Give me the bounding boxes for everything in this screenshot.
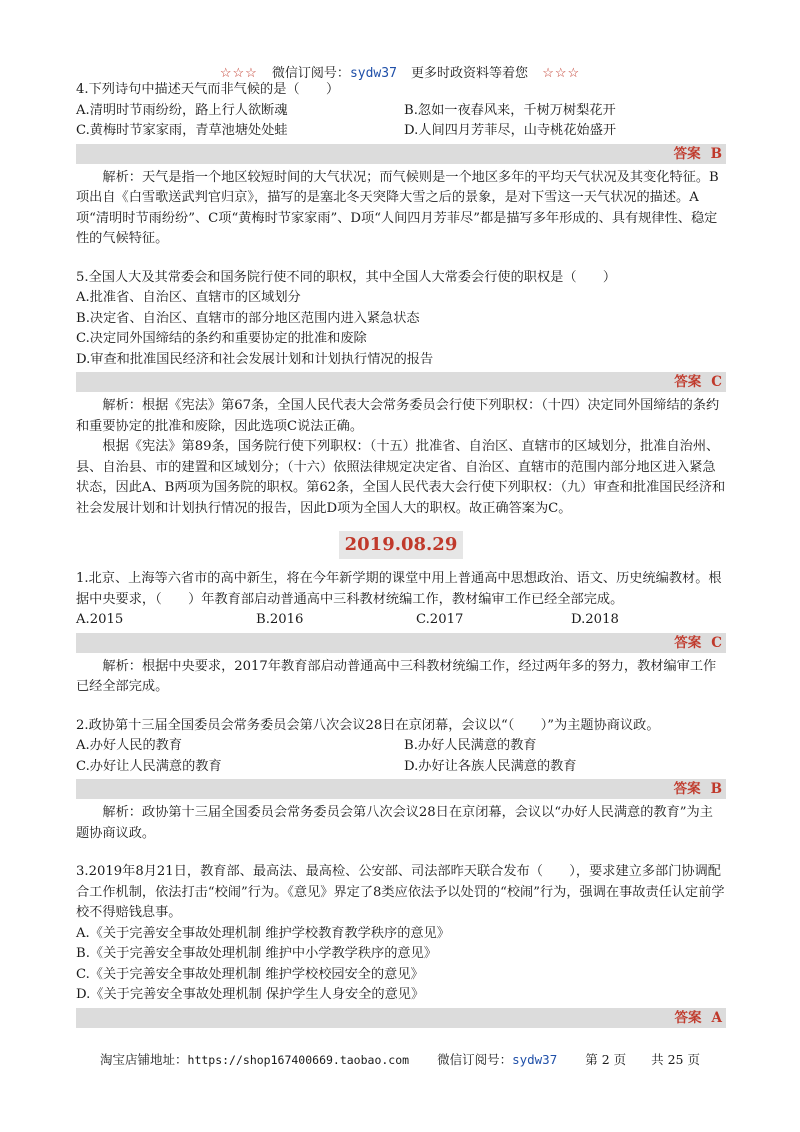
d1-answer: C <box>711 634 722 651</box>
footer-wechat-account: sydw37 <box>512 1052 558 1067</box>
d2-option-c: C.办好让人民满意的教育 <box>76 758 222 774</box>
d1-option-b: B.2016 <box>256 612 304 627</box>
q4-answer-bar <box>76 144 726 164</box>
footer-page-info: 第 2 页 共 25 页 <box>585 1052 700 1067</box>
q4-answer: B <box>710 145 722 162</box>
header-stars-right: ☆☆☆ <box>542 66 581 81</box>
q4-option-d: D.人间四月芳菲尽，山寺桃花始盛开 <box>404 123 617 138</box>
q5-answer-label: 答案 <box>674 374 702 390</box>
header-stars-left: ☆☆☆ <box>219 66 258 81</box>
date-heading: 2019.08.29 <box>339 531 464 559</box>
q4-explanation: 解析：天气是指一个地区较短时间的大气状况；而气候则是一个地区多年的平均天气状况及其变化特征。B项出自《白雪歌送武判官归京》，描写的是塞北冬天突降大雪之后的景象，是对下雪这一天气状况的描述。A项“清明时节雨纷纷”、C项“黄梅时节家家雨”、D项“人间四月芳菲尽”都是描写多年形成的、具有规律性、稳定性的气候特征。 <box>76 169 719 246</box>
d1-option-c: C.2017 <box>416 612 464 627</box>
d3-option-b: B.《关于完善安全事故处理机制 维护中小学教学秩序的意见》 <box>76 946 437 961</box>
header-account: sydw37 <box>349 66 397 81</box>
q4-option-c: C.黄梅时节家家雨，青草池塘处处蛙 <box>76 123 288 138</box>
header-label: 微信订阅号： <box>271 66 350 81</box>
d3-option-a: A.《关于完善安全事故处理机制 维护学校教育教学秩序的意见》 <box>76 925 450 941</box>
footer-shop-label: 淘宝店铺地址： <box>100 1052 188 1067</box>
q5-explanation-1: 解析：根据《宪法》第67条，全国人民代表大会常务委员会行使下列职权：（十四）决定同外国缔结的条约和重要协定的批准和废除，因此选项C说法正确。 <box>76 398 720 434</box>
q5-answer-bar <box>76 372 726 392</box>
d2-answer: B <box>710 781 722 797</box>
q5-option-c: C.决定同外国缔结的条约和重要协定的批准和废除 <box>76 331 367 346</box>
d1-stem: 1.北京、上海等六省市的高中新生，将在今年新学期的课堂中用上普通高中思想政治、语文、历史统编教材。根据中央要求，（ ）年教育部启动普通高中三科教材统编工作，教材编审工作已经全部完成。 <box>76 571 722 607</box>
d2-options <box>76 736 726 777</box>
d2-option-a: A.办好人民的教育 <box>76 738 183 753</box>
q4-options <box>76 101 726 142</box>
q4-stem: 4.下列诗句中描述天气而非气候的是（ ） <box>76 82 340 97</box>
d3-stem: 3.2019年8月21日，教育部、最高法、最高检、公安部、司法部昨天联合发布（ ），要求建立多部门协调配合工作机制，依法打击“校闹”行为。《意见》界定了8类应依法予以处罚的“校闹”行为，强调在事故责任认定前学校不得赔钱息事。 <box>76 864 725 920</box>
d2-answer-bar <box>76 779 726 799</box>
q5-option-a: A.批准省、自治区、直辖市的区域划分 <box>76 290 301 305</box>
d1-explanation: 解析：根据中央要求，2017年教育部启动普通高中三科教材统编工作，经过两年多的努力，教材编审工作已经全部完成。 <box>76 658 717 694</box>
q5-explanation-2: 根据《宪法》第89条，国务院行使下列职权：（十五）批准省、自治区、直辖市的区域划分，批准自治州、县、自治县、市的建置和区域划分；（十六）依照法律规定决定省、自治区、直辖市的范围内部分地区进入紧急状态，因此A、B两项为国务院的职权。第62条，全国人民代表大会行使下列职权：（九）审查和批准国民经济和社会发展计划和计划执行情况的报告，因此D项为全国人大的职权。故正确答案为C。 <box>76 439 726 516</box>
d3-option-d: D.《关于完善安全事故处理机制 保护学生人身安全的意见》 <box>76 987 425 1002</box>
d2-option-d: D.办好让各族人民满意的教育 <box>404 758 577 774</box>
d2-explanation: 解析：政协第十三届全国委员会常务委员会第八次会议28日在京闭幕，会议以“办好人民满意的教育”为主题协商议政。 <box>76 805 713 841</box>
d1-option-a: A.2015 <box>76 612 124 627</box>
footer-wechat-label: 微信订阅号： <box>437 1052 513 1067</box>
q5-option-b: B.决定省、自治区、直辖市的部分地区范围内进入紧急状态 <box>76 310 420 326</box>
q4-option-a: A.清明时节雨纷纷，路上行人欲断魂 <box>76 102 288 118</box>
q4-option-b: B.忽如一夜春风来，千树万树梨花开 <box>404 102 616 118</box>
q5-stem: 5.全国人大及其常委会和国务院行使不同的职权，其中全国人大常委会行使的职权是（ ） <box>76 269 617 285</box>
q5-option-d: D.审查和批准国民经济和社会发展计划和计划执行情况的报告 <box>76 351 434 367</box>
d2-answer-label: 答案 <box>673 781 701 797</box>
footer-shop-url[interactable]: https://shop167400669.taobao.com <box>187 1053 410 1067</box>
d3-answer: A <box>711 1009 722 1026</box>
d1-option-d: D.2018 <box>571 612 619 627</box>
header-more: 更多时政资料等着您 <box>411 66 529 81</box>
date-heading-wrap <box>76 531 726 559</box>
d3-option-c: C.《关于完善安全事故处理机制 维护学校校园安全的意见》 <box>76 966 424 982</box>
page-content <box>76 80 726 1032</box>
page-footer <box>0 1050 800 1068</box>
d3-answer-bar <box>76 1008 726 1028</box>
d1-answer-label: 答案 <box>674 634 702 651</box>
d1-options <box>76 610 726 631</box>
d3-answer-label: 答案 <box>674 1009 702 1026</box>
d2-option-b: B.办好人民满意的教育 <box>404 738 537 753</box>
d2-stem: 2.政协第十三届全国委员会常务委员会第八次会议28日在京闭幕，会议以“（ ）”为主题协商议政。 <box>76 717 660 733</box>
q4-answer-label: 答案 <box>673 145 701 162</box>
d1-answer-bar <box>76 633 726 653</box>
q5-answer: C <box>711 374 722 390</box>
page-header <box>0 62 800 81</box>
